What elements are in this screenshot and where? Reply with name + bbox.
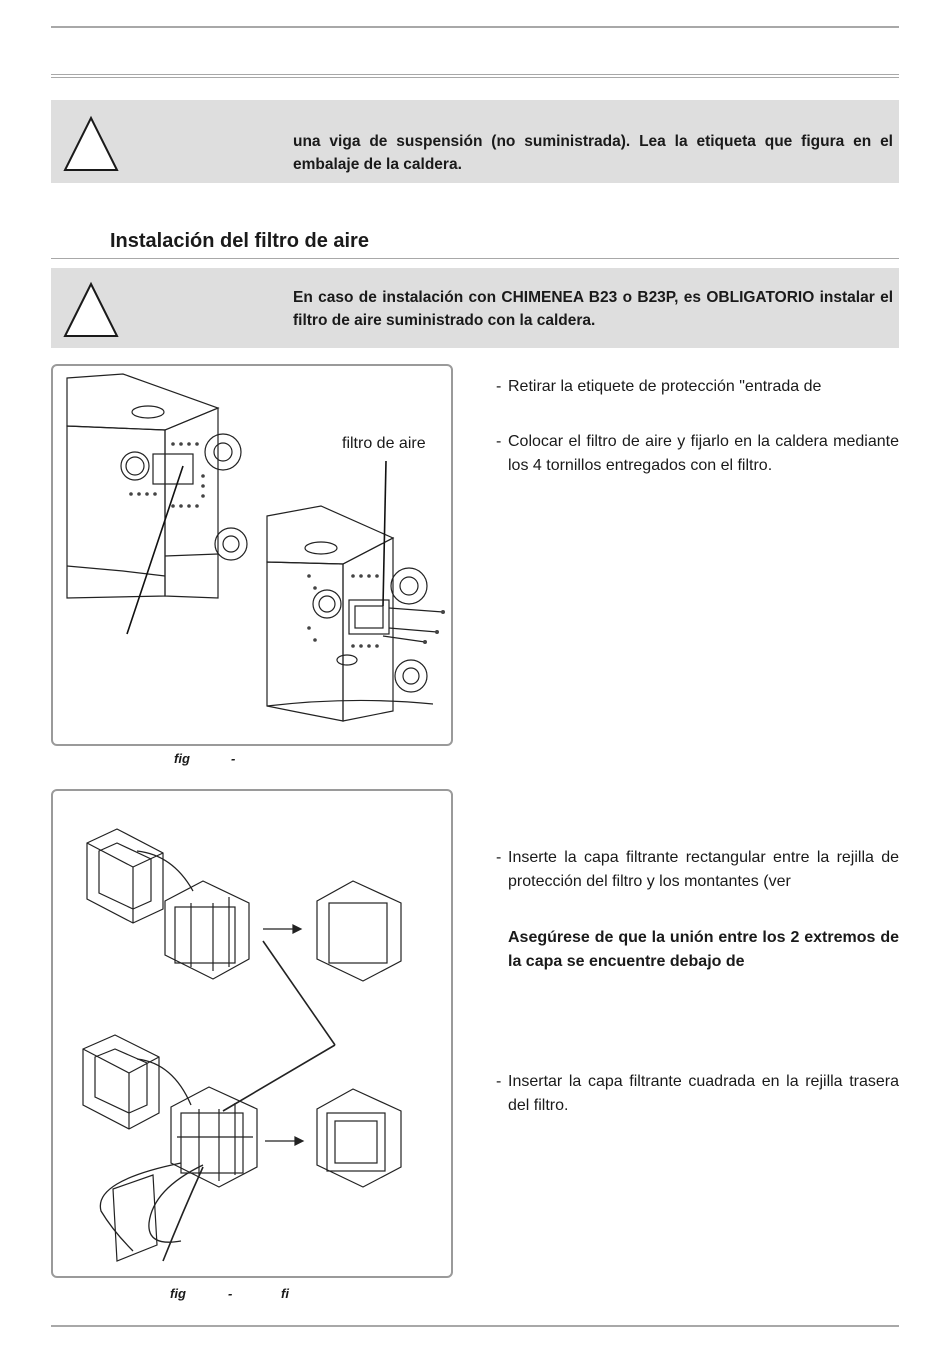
warning-triangle-icon <box>61 114 121 174</box>
junction-note: Asegúrese de que la unión entre los 2 extremos de la capa se encuentre debajo de <box>508 929 899 970</box>
figure-1-frame <box>51 364 453 746</box>
figure-2-frame <box>51 789 453 1278</box>
section-rule <box>51 258 899 259</box>
warning-text-1: una viga de suspensión (no suministrada). Lea la etiqueta que figura en el embalaje de la caldera. <box>293 133 893 173</box>
step-text: Colocar el filtro de aire y fijarlo en la caldera mediante los 4 tornillos entregados con el filtro. <box>508 433 899 474</box>
figure-2-caption-b: - <box>228 1286 233 1301</box>
step-dash: - <box>496 433 502 450</box>
section-title: Instalación del filtro de aire <box>110 230 369 252</box>
step-place-filter <box>496 430 899 478</box>
warning-text-2: En caso de instalación con CHIMENEA B23 o B23P, es OBLIGATORIO instalar el filtro de aire suministrado con la caldera. <box>293 289 893 329</box>
filter-layers-illustration <box>53 791 451 1276</box>
header-rule <box>51 74 899 75</box>
figure-1-caption-b: - <box>231 751 236 766</box>
figure-2-caption-a: fig <box>170 1286 186 1301</box>
step-insert-square-layer <box>496 1070 899 1118</box>
bottom-rule <box>51 1325 899 1327</box>
step-text: Insertar la capa filtrante cuadrada en la rejilla trasera del filtro. <box>508 1073 899 1114</box>
step-dash: - <box>496 378 502 395</box>
step-text: Inserte la capa filtrante rectangular entre la rejilla de protección del filtro y los montantes (ver <box>508 849 899 890</box>
filter-label: filtro de aire <box>342 435 426 452</box>
step-dash: - <box>496 849 502 866</box>
top-rule <box>51 26 899 28</box>
header-rule-2 <box>51 77 899 78</box>
warning-box-1 <box>51 100 899 183</box>
figure-1-caption-a: fig <box>174 751 190 766</box>
figure-2-caption-c: fi <box>281 1286 289 1301</box>
step-dash: - <box>496 1073 502 1090</box>
step-remove-label <box>496 375 899 399</box>
boiler-filter-illustration <box>53 366 451 744</box>
step-text: Retirar la etiquete de protección "entrada de <box>508 378 822 395</box>
warning-triangle-icon <box>61 280 121 340</box>
warning-box-2 <box>51 268 899 348</box>
step-insert-rect-layer <box>496 846 899 894</box>
